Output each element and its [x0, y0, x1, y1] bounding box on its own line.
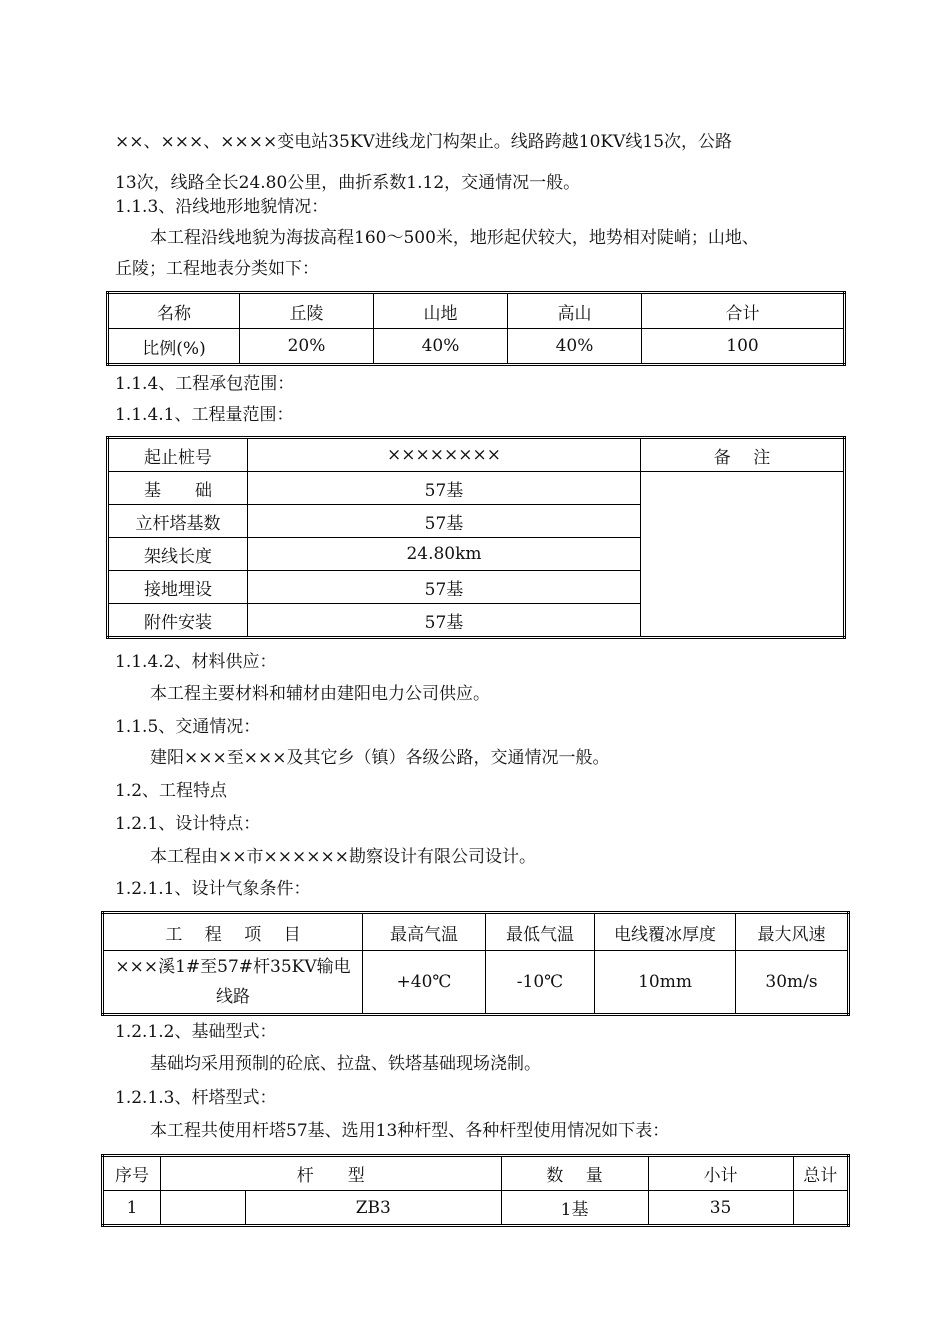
table-header-cell: 总计: [793, 1156, 848, 1191]
table-cell: 架线长度: [108, 538, 248, 571]
table-row: [103, 951, 849, 1015]
table-cell: 附件安装: [108, 604, 248, 638]
section-heading: 1.1.4.2、材料供应：: [115, 652, 277, 672]
table-cell: 比例(%): [108, 329, 240, 365]
paragraph-line: 本工程由××市××××××勘察设计有限公司设计。: [150, 847, 536, 867]
table-cell: 57基: [248, 505, 641, 538]
table-header-cell: 最低气温: [486, 913, 595, 951]
table-header-cell: 小计: [648, 1156, 793, 1191]
table-cell: 1: [103, 1191, 161, 1226]
tower-table: [101, 1154, 850, 1227]
section-heading: 1.1.5、交通情况：: [115, 717, 261, 737]
section-heading: 1.2、工程特点: [115, 781, 228, 801]
paragraph-line: 丘陵；工程地表分类如下：: [115, 259, 319, 279]
table-header-cell: 杆 型: [161, 1156, 502, 1191]
section-heading: 1.1.4.1、工程量范围：: [115, 405, 294, 425]
table-cell: 30m/s: [736, 951, 849, 1015]
table-cell: 57基: [248, 604, 641, 638]
paragraph-line: 本工程主要材料和辅材由建阳电力公司供应。: [150, 684, 490, 704]
remarks-cell: [641, 472, 845, 638]
table-header-cell: 序号: [103, 1156, 161, 1191]
table-cell: [793, 1191, 848, 1226]
table-row: [103, 1191, 849, 1226]
scope-table: [106, 436, 846, 639]
table-cell: 20%: [240, 329, 374, 365]
table-header-cell: 工 程 项 目: [103, 913, 363, 951]
paragraph-line: 本工程沿线地貌为海拔高程160～500米，地形起伏较大，地势相对陡峭；山地、: [150, 228, 759, 248]
table-header-cell: 名称: [108, 293, 240, 329]
table-row: [103, 1156, 849, 1191]
table-header-cell: ××××××××: [248, 438, 641, 472]
table-row: [108, 438, 845, 472]
table-cell: 基 础: [108, 472, 248, 505]
table-cell: 40%: [508, 329, 642, 365]
table-header-cell: 起止桩号: [108, 438, 248, 472]
table-row: [108, 293, 845, 329]
table-cell: 接地埋设: [108, 571, 248, 604]
section-heading: 1.2.1.2、基础型式：: [115, 1022, 277, 1042]
table-cell: ×××溪1#至57#杆35KV输电线路: [103, 951, 363, 1015]
table-row: [103, 913, 849, 951]
table-header-cell: 最高气温: [363, 913, 486, 951]
table-cell: ZB3: [246, 1191, 502, 1226]
terrain-table: [106, 291, 846, 366]
table-cell: 100: [642, 329, 845, 365]
table-cell: -10℃: [486, 951, 595, 1015]
paragraph-line: 本工程共使用杆塔57基、选用13种杆型、各种杆型使用情况如下表：: [150, 1121, 670, 1141]
section-heading: 1.2.1.1、设计气象条件：: [115, 879, 311, 899]
table-header-cell: 山地: [374, 293, 508, 329]
section-heading: 1.2.1.3、杆塔型式：: [115, 1088, 277, 1108]
paragraph-line: 13次，线路全长24.80公里，曲折系数1.12，交通情况一般。: [115, 173, 581, 193]
table-cell: 57基: [248, 571, 641, 604]
table-cell: [161, 1191, 246, 1226]
table-cell: 57基: [248, 472, 641, 505]
paragraph-line: 基础均采用预制的砼底、拉盘、铁塔基础现场浇制。: [150, 1054, 541, 1074]
table-header-cell: 数 量: [501, 1156, 648, 1191]
table-header-cell: 合计: [642, 293, 845, 329]
table-cell: 立杆塔基数: [108, 505, 248, 538]
weather-table: [101, 911, 850, 1016]
table-cell: 10mm: [595, 951, 736, 1015]
section-heading: 1.1.3、沿线地形地貌情况：: [115, 197, 329, 217]
table-cell: 35: [648, 1191, 793, 1226]
table-header-cell: 丘陵: [240, 293, 374, 329]
table-cell: +40℃: [363, 951, 486, 1015]
table-header-cell: 高山: [508, 293, 642, 329]
section-heading: 1.1.4、工程承包范围：: [115, 374, 295, 394]
paragraph-line: 建阳×××至×××及其它乡（镇）各级公路，交通情况一般。: [150, 748, 610, 768]
table-row: [108, 472, 845, 505]
table-cell: 40%: [374, 329, 508, 365]
table-cell: 1基: [501, 1191, 648, 1226]
table-header-cell: 电线覆冰厚度: [595, 913, 736, 951]
paragraph-line: ××、×××、××××变电站35KV进线龙门构架止。线路跨越10KV线15次，公路: [115, 132, 733, 152]
table-cell: 24.80km: [248, 538, 641, 571]
section-heading: 1.2.1、设计特点：: [115, 814, 261, 834]
table-row: [108, 329, 845, 365]
table-header-cell: 最大风速: [736, 913, 849, 951]
table-header-cell: 备 注: [641, 438, 845, 472]
